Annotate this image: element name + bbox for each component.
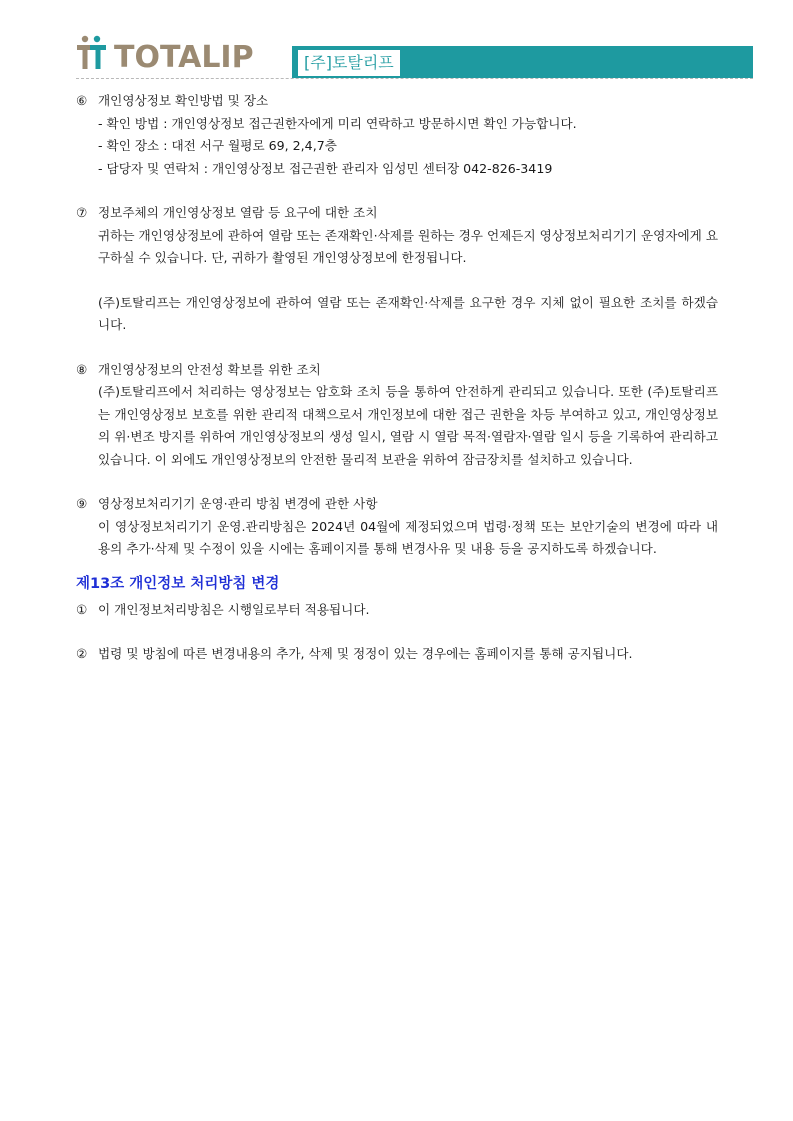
- paragraph: (주)토탈리프는 개인영상정보에 관하여 열람 또는 존재확인·삭제를 요구한 경우 지체 없이 필요한 조치를 하겠습니다.: [98, 294, 718, 332]
- section-title: 개인영상정보 확인방법 및 장소: [98, 93, 269, 108]
- section-7: [76, 202, 718, 337]
- section-8: [76, 359, 718, 472]
- list-item: - 확인 장소 : 대전 서구 월평로 69, 2,4,7층: [98, 138, 337, 153]
- company-banner: [292, 46, 753, 78]
- list-item: - 확인 방법 : 개인영상정보 접근권한자에게 미리 연락하고 방문하시면 확인 가능합니다.: [98, 115, 577, 131]
- paragraph: 이 영상정보처리기기 운영.관리방침은 2024년 04월에 제정되었으며 법령·정책 또는 보안기술의 변경에 따라 내용의 추가·삭제 및 수정이 있을 시에는 홈페이지를 통해 변경사유 및 내용 등을 공지하도록 하겠습니다.: [98, 518, 718, 556]
- header-divider: [76, 78, 753, 79]
- item-number: ①: [76, 601, 88, 617]
- company-name: [주]토탈리프: [298, 50, 400, 76]
- paragraph: 귀하는 개인영상정보에 관하여 열람 또는 존재확인·삭제를 원하는 경우 언제든지 영상정보처리기기 운영자에게 요구하실 수 있습니다. 단, 귀하가 촬영된 개인영상정보에 한정됩니다.: [98, 227, 718, 265]
- section-title: 영상정보처리기기 운영·관리 방침 변경에 관한 사항: [98, 496, 378, 511]
- section-number: ⑥: [76, 93, 88, 108]
- section-number: ⑦: [76, 205, 88, 220]
- section-title: 개인영상정보의 안전성 확보를 위한 조치: [98, 361, 321, 377]
- list-item: - 담당자 및 연락처 : 개인영상정보 접근권한 관리자 임성민 센터장 042-826-3419: [98, 160, 553, 176]
- item-text: 이 개인정보처리방침은 시행일로부터 적용됩니다.: [98, 601, 370, 617]
- bullet-list: [98, 113, 718, 181]
- document-body: [76, 90, 718, 666]
- section-9: [76, 493, 718, 561]
- item-text: 법령 및 방침에 따른 변경내용의 추가, 삭제 및 정정이 있는 경우에는 홈페이지를 통해 공지됩니다.: [98, 646, 633, 661]
- article-13-item-1: [76, 599, 718, 622]
- page-header: [76, 34, 753, 80]
- article-13-item-2: [76, 643, 718, 666]
- logo-text: TOTALIP: [114, 40, 254, 74]
- section-number: ⑧: [76, 361, 88, 377]
- section-title: 정보주체의 개인영상정보 열람 등 요구에 대한 조치: [98, 205, 378, 220]
- item-number: ②: [76, 646, 88, 661]
- section-number: ⑨: [76, 496, 88, 511]
- article-13-heading: 제13조 개인정보 처리방침 변경: [76, 575, 280, 592]
- totalip-logo: [76, 34, 286, 74]
- section-6: [76, 90, 718, 180]
- paragraph: (주)토탈리프에서 처리하는 영상정보는 암호화 조치 등을 통하여 안전하게 관리되고 있습니다. 또한 (주)토탈리프는 개인영상정보 보호를 위한 관리적 대책으로서 개인정보에 대한 접근 권한을 차등 부여하고 있고, 개인영상정보의 위·변조 방지를 위하여 개인영상정보의 생성 일시, 열람 시 열람 목적·열람자·열람 일시 등을 기록하여 관리하고 있습니다. 이 외에도 개인영상정보의 안전한 물리적 보관을 위하여 잠금장치를 설치하고 있습니다.: [98, 384, 718, 467]
